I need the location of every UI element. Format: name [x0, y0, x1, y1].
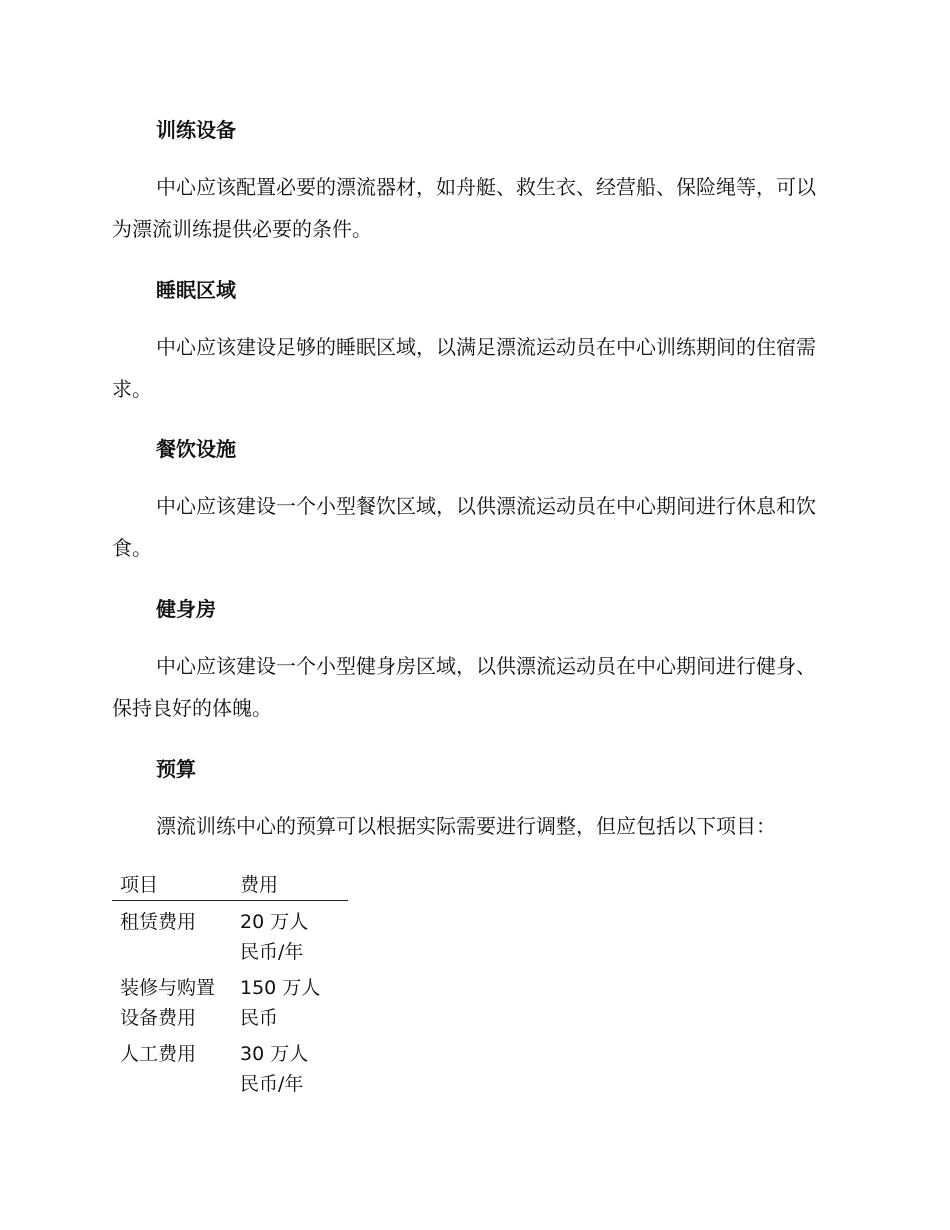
table-row: [112, 967, 348, 1033]
table-cell-item: [112, 1039, 240, 1099]
section-body-training-equipment: 中心应该配置必要的漂流器材，如舟艇、救生衣、经营船、保险绳等，可以为漂流训练提供必要的条件。: [112, 175, 816, 241]
header-item: 项目: [120, 874, 159, 896]
item-text-line2: 设备费用: [120, 1007, 197, 1029]
section-heading-training-equipment: 训练设备: [156, 118, 236, 142]
table-row: [112, 901, 348, 967]
table-cell-cost: [240, 973, 348, 1033]
table-cell-cost: [240, 1039, 348, 1099]
table-cell-item: [112, 907, 240, 967]
item-text-line1: 装修与购置: [120, 977, 216, 999]
table-cell-cost: [240, 907, 348, 967]
section-body-gym: 中心应该建设一个小型健身房区域，以供漂流运动员在中心期间进行健身、保持良好的体魄。: [112, 654, 816, 720]
section-heading-sleeping-area: 睡眠区域: [156, 278, 236, 302]
table-row: [112, 1033, 348, 1099]
header-cost: 费用: [240, 874, 279, 896]
section-heading-gym: 健身房: [156, 597, 216, 621]
item-text: 租赁费用: [120, 911, 197, 933]
cost-text-line1: 20 万人: [240, 911, 309, 933]
item-text: 人工费用: [120, 1043, 197, 1065]
table-cell-item: [112, 973, 240, 1033]
table-header-row: [112, 870, 348, 901]
cost-text-line2: 民币/年: [240, 941, 304, 963]
cost-text-line2: 民币/年: [240, 1073, 304, 1095]
section-body-dining: 中心应该建设一个小型餐饮区域，以供漂流运动员在中心期间进行休息和饮食。: [112, 494, 816, 560]
section-body-budget: 漂流训练中心的预算可以根据实际需要进行调整，但应包括以下项目：: [156, 814, 776, 838]
cost-text-line1: 30 万人: [240, 1043, 309, 1065]
section-heading-budget: 预算: [156, 757, 196, 781]
cost-text-line2: 民币: [240, 1007, 279, 1029]
section-heading-dining: 餐饮设施: [156, 437, 236, 461]
budget-table: [112, 870, 348, 1099]
section-body-sleeping-area: 中心应该建设足够的睡眠区域，以满足漂流运动员在中心训练期间的住宿需求。: [112, 335, 816, 401]
cost-text-line1: 150 万人: [240, 977, 321, 999]
